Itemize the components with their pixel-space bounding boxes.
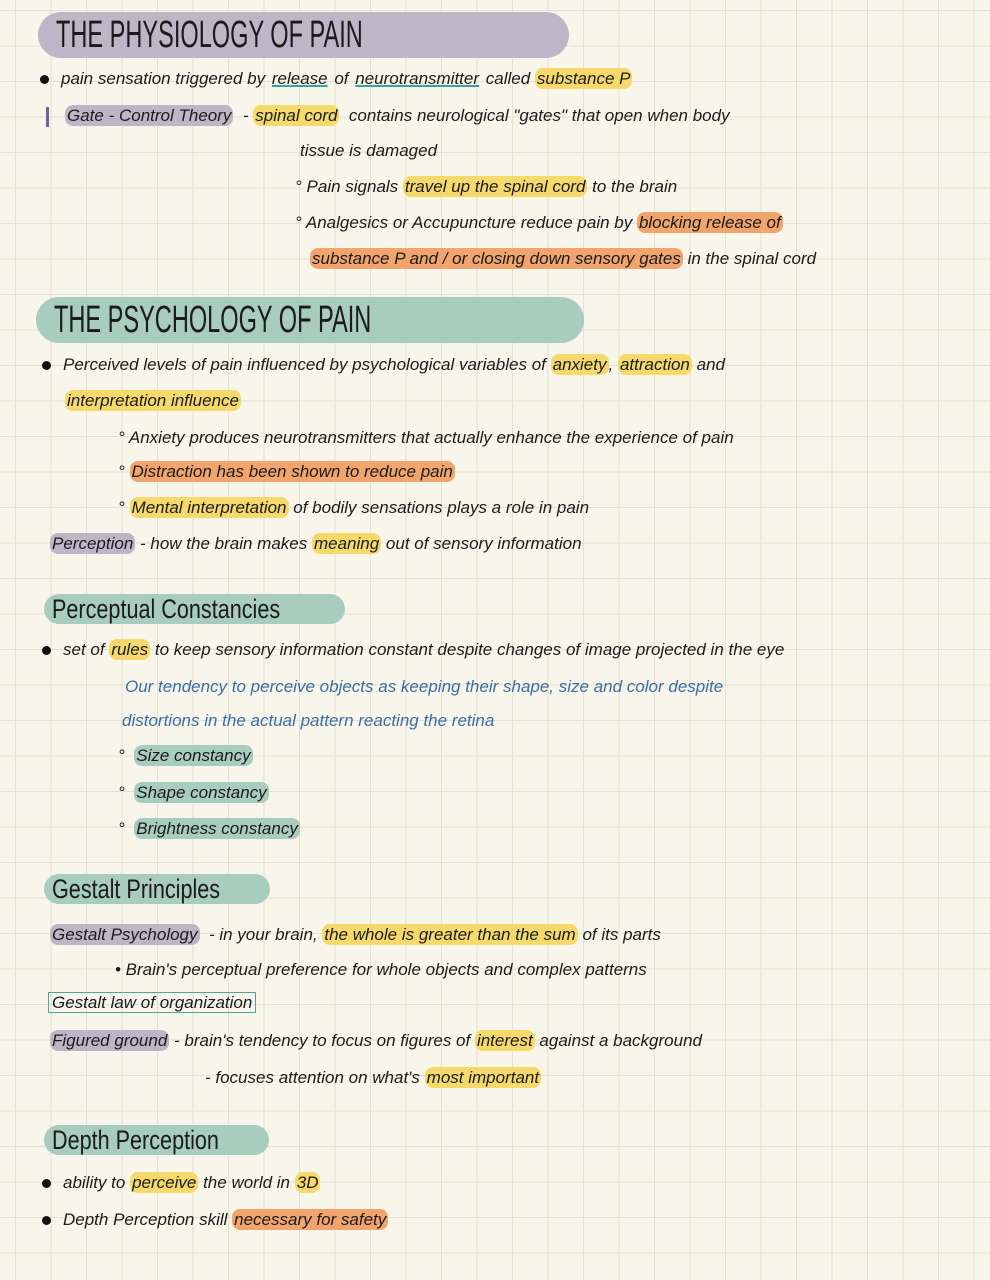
highlighted-text: Distraction has been shown to reduce pain xyxy=(131,462,453,481)
highlighted-text: substance P and / or closing down sensory gates xyxy=(312,249,681,268)
text: ° Anxiety produces neurotransmitters that actually enhance the experience of pain xyxy=(118,428,734,447)
text: ° Analgesics or Accupuncture reduce pain by xyxy=(295,213,637,232)
note-line xyxy=(115,957,647,983)
text: - in your brain, xyxy=(199,925,323,944)
note-line xyxy=(295,210,783,236)
vertical-bar-icon xyxy=(46,107,49,127)
highlighted-text: anxiety xyxy=(552,355,607,374)
note-line xyxy=(65,388,241,414)
heading-depth-perception: Depth Perception xyxy=(44,1125,269,1155)
text: set of xyxy=(63,640,110,659)
highlighted-text: interest xyxy=(476,1031,533,1050)
text: - xyxy=(233,106,254,125)
highlighted-text: attraction xyxy=(619,355,690,374)
text: of its parts xyxy=(577,925,661,944)
note-line xyxy=(50,1028,702,1054)
note-line xyxy=(205,1065,541,1091)
note-line xyxy=(50,922,661,948)
text: to keep sensory information constant despite changes of image projected in the eye xyxy=(150,640,785,659)
highlighted-text: Shape constancy xyxy=(136,783,267,802)
text: - brain's tendency to focus on figures of xyxy=(169,1031,475,1050)
text: • Brain's perceptual preference for whole objects and complex patterns xyxy=(115,960,647,979)
text: the world in xyxy=(198,1173,295,1192)
section-title-psychology: THE PSYCHOLOGY OF PAIN xyxy=(36,297,584,343)
highlighted-text: Gestalt Psychology xyxy=(52,925,198,944)
text: , xyxy=(608,355,618,374)
bullet-icon xyxy=(42,646,51,655)
highlighted-text: Gate - Control Theory xyxy=(67,106,232,125)
section-title-physiology: THE PHYSIOLOGY OF PAIN xyxy=(38,12,569,58)
text: ° xyxy=(118,498,130,517)
highlighted-text: neurotransmitter xyxy=(355,69,480,88)
text: out of sensory information xyxy=(381,534,582,553)
highlighted-text: most important xyxy=(426,1068,540,1087)
text: and xyxy=(691,355,725,374)
highlighted-text: release xyxy=(271,69,328,88)
note-line xyxy=(42,1207,388,1233)
note-line xyxy=(50,531,582,557)
note-line xyxy=(118,459,455,485)
heading-gestalt-principles: Gestalt Principles xyxy=(44,874,270,904)
highlighted-text: Figured ground xyxy=(52,1031,168,1050)
note-line xyxy=(48,990,256,1016)
note-line xyxy=(42,352,725,378)
note-line xyxy=(125,674,723,700)
text: Depth Perception skill xyxy=(63,1210,233,1229)
note-line xyxy=(310,246,816,272)
highlighted-text: Gestalt law of organization xyxy=(48,992,256,1013)
text: Our tendency to perceive objects as keeping their shape, size and color despite xyxy=(125,677,724,696)
highlighted-text: the whole is greater than the sum xyxy=(324,925,576,944)
text: to the brain xyxy=(587,177,678,196)
note-line xyxy=(295,174,677,200)
text: - how the brain makes xyxy=(135,534,312,553)
highlighted-text: blocking release of xyxy=(638,213,781,232)
text: distortions in the actual pattern reacting the retina xyxy=(122,711,495,730)
text: contains neurological "gates" that open when body xyxy=(339,106,730,125)
text: tissue is damaged xyxy=(300,141,438,160)
bullet-icon xyxy=(40,75,49,84)
highlighted-text: Perception xyxy=(52,534,134,553)
text: ° xyxy=(118,746,135,765)
bullet-icon xyxy=(42,361,51,370)
bullet-icon xyxy=(42,1179,51,1188)
text: called xyxy=(481,69,535,88)
note-line xyxy=(46,103,730,129)
note-line xyxy=(122,708,494,734)
highlighted-text: spinal cord xyxy=(255,106,338,125)
text: ° xyxy=(118,783,135,802)
highlighted-text: necessary for safety xyxy=(234,1210,387,1229)
text: ° xyxy=(118,819,135,838)
text: of xyxy=(329,69,354,88)
bullet-icon xyxy=(42,1216,51,1225)
note-line xyxy=(40,66,632,92)
highlighted-text: Brightness constancy xyxy=(136,819,298,838)
text: pain sensation triggered by xyxy=(61,69,270,88)
highlighted-text: Size constancy xyxy=(136,746,251,765)
highlighted-text: substance P xyxy=(536,69,631,88)
note-line xyxy=(42,1170,320,1196)
note-line xyxy=(118,495,589,521)
highlighted-text: meaning xyxy=(313,534,380,553)
highlighted-text: interpretation influence xyxy=(67,391,240,410)
text: - focuses attention on what's xyxy=(205,1068,425,1087)
text: ability to xyxy=(63,1173,131,1192)
note-line xyxy=(118,425,734,451)
text: ° Pain signals xyxy=(295,177,403,196)
text: ° xyxy=(118,462,130,481)
text: in the spinal cord xyxy=(682,249,817,268)
highlighted-text: travel up the spinal cord xyxy=(404,177,586,196)
note-line xyxy=(118,780,269,806)
highlighted-text: 3D xyxy=(296,1173,319,1192)
text: against a background xyxy=(534,1031,702,1050)
highlighted-text: Mental interpretation xyxy=(131,498,287,517)
highlighted-text: perceive xyxy=(132,1173,197,1192)
heading-perceptual-constancies: Perceptual Constancies xyxy=(44,594,345,624)
note-line xyxy=(118,816,300,842)
note-line xyxy=(118,743,253,769)
note-line xyxy=(300,138,437,164)
highlighted-text: rules xyxy=(111,640,149,659)
note-line xyxy=(42,637,784,663)
text: Perceived levels of pain influenced by psychological variables of xyxy=(63,355,551,374)
text: of bodily sensations plays a role in pain xyxy=(288,498,590,517)
